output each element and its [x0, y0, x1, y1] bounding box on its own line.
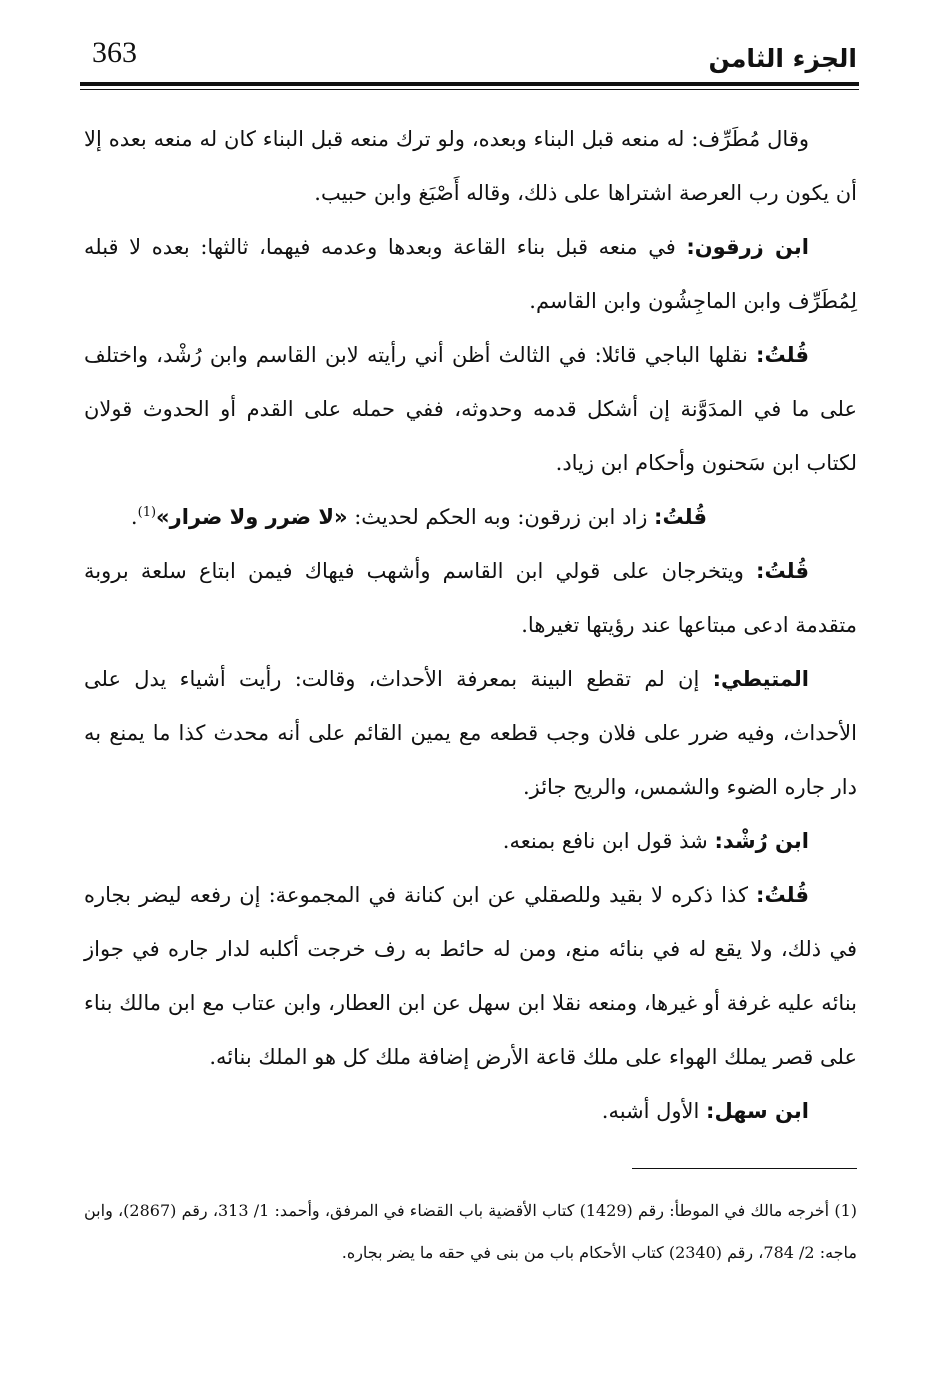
paragraph-text: ويتخرجان على قولي ابن القاسم وأشهب فيهاك فيمن ابتاع سلعة بروبة متقدمة ادعى مبتاعها عند رؤيتها تغيرها.: [84, 559, 857, 637]
paragraph-label: ابن سهل:: [706, 1099, 809, 1123]
footnote-text: أخرجه مالك في الموطأ: رقم (1429) كتاب الأقضية باب القضاء في المرفق، وأحمد: 1/ 313، رقم (2867)، وابن ماجه: 2/ 784، رقم (2340) كتاب الأحكام باب من بنى في حقه ما يضر بجاره.: [84, 1201, 857, 1262]
paragraph-label: المتيطي:: [712, 667, 809, 691]
paragraph-1: [84, 112, 857, 220]
header-rule-thin: [80, 89, 859, 90]
paragraph-3: [84, 328, 857, 490]
paragraph-8: [84, 868, 857, 1084]
footnote-1: [84, 1190, 857, 1274]
paragraph-label: ابن رُشْد:: [714, 829, 809, 853]
footnote-ref: (1): [137, 505, 157, 520]
paragraph-label: ابن زرقون:: [686, 235, 809, 259]
paragraph-label: قُلتُ:: [654, 505, 707, 529]
footnotes: [84, 1190, 857, 1274]
paragraph-4: [84, 490, 857, 544]
header-rule-thick: [80, 82, 859, 86]
paragraph-label: قُلتُ:: [756, 559, 809, 583]
paragraph-text: وقال مُطَرِّف: له منعه قبل البناء وبعده، ولو ترك منعه قبل البناء كان له منعه بعده إلا أن يكون رب العرصة اشتراها على ذلك، وقاله أَصْبَغ وابن حبيب.: [84, 127, 857, 205]
paragraph-text: في منعه قبل بناء القاعة وبعدها وعدمه فيهما، ثالثها: بعده لا قبله لِمُطَرِّف وابن الماجِشُون وابن القاسم.: [84, 235, 857, 313]
paragraph-text-end: .: [130, 505, 138, 529]
paragraph-label: قُلتُ:: [756, 883, 809, 907]
paragraph-text: الأول أشبه.: [601, 1099, 707, 1123]
paragraph-text: زاد ابن زرقون: وبه الحكم لحديث:: [347, 505, 655, 529]
paragraph-2: [84, 220, 857, 328]
main-text: [84, 112, 857, 1138]
paragraph-text: نقلها الباجي قائلا: في الثالث أظن أني رأيته لابن القاسم وابن رُشْد، واختلف على ما في المدَوَّنة إن أشكل قدمه وحدوثه، ففي حمله على القدم أو الحدوث قولان لكتاب ابن سَحنون وأحكام ابن زياد.: [84, 343, 857, 475]
page-number: 363: [92, 36, 137, 69]
paragraph-label: قُلتُ:: [756, 343, 809, 367]
running-title: الجزء الثامن: [708, 44, 857, 73]
footnote-separator: [632, 1168, 857, 1169]
footnote-number: (1): [834, 1201, 857, 1220]
paragraph-7: [84, 814, 857, 868]
paragraph-6: [84, 652, 857, 814]
paragraph-9: [84, 1084, 857, 1138]
paragraph-text: شذ قول ابن نافع بمنعه.: [502, 829, 715, 853]
hadith-quote: «لا ضرر ولا ضرار»: [156, 505, 348, 529]
paragraph-5: [84, 544, 857, 652]
paragraph-text: إن لم تقطع البينة بمعرفة الأحداث، وقالت: رأيت أشياء يدل على الأحداث، وفيه ضرر على فلان وجب قطعه مع يمين القائم على أنه محدث كذا ما يمنع به دار جاره الضوء والشمس، والريح جائز.: [84, 667, 857, 799]
paragraph-text: كذا ذكره لا بقيد وللصقلي عن ابن كنانة في المجموعة: إن رفعه ليضر بجاره في ذلك، ولا يقع له في بنائه منع، ومن له حائط به رف خرجت أكلبه لدار جاره في جواز بنائه عليه غرفة أو غيرها، ومنعه نقلا ابن سهل عن ابن العطار، وابن عتاب مع ابن مالك بناء على قصر يملك الهواء على ملك قاعة الأرض إضافة ملك كل هو الملك بنائه.: [84, 883, 857, 1069]
